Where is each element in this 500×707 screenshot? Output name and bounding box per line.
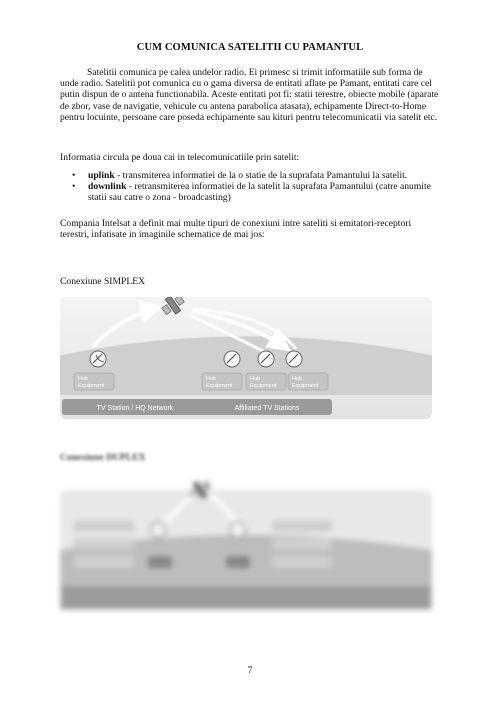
- network-label: TV Station / HQ Network: [96, 405, 174, 412]
- hub-label: Equipment: [78, 383, 105, 389]
- simplex-diagram: [60, 297, 432, 419]
- duplex-diagram: [60, 470, 432, 610]
- network-label: Affiliated TV Stations: [234, 405, 300, 412]
- satellite-dish-icon: [258, 351, 274, 367]
- paths-paragraph: Informatia circula pe doua cai in telecomunicatiile prin satelit:: [60, 152, 300, 163]
- hub-label: Equipment: [206, 383, 233, 389]
- hub-label: Hub: [206, 376, 217, 382]
- hub-equipment-box: [74, 373, 114, 390]
- hub-equipment-box: [288, 373, 328, 390]
- intelsat-paragraph: Compania Intelsat a definit mai multe tipuri de conexiuni intre sateliti si emitatori-receptori terestri, infatisate in imaginile schematice de mai jos:: [60, 218, 412, 241]
- hub-equipment-box: [202, 373, 242, 390]
- simplex-label: Conexiune SIMPLEX: [60, 276, 146, 287]
- satellite-dish-icon: [224, 351, 240, 367]
- hub-label: Hub: [250, 376, 261, 382]
- list-term: downlink: [88, 181, 127, 193]
- satellite-dish-icon: [286, 351, 302, 367]
- bullet-icon: •: [72, 181, 76, 193]
- intro-paragraph: Satelitii comunica pe calea undelor radio. Ei primesc si trimit informatiile sub forma de unde radio. Satelitii pot comunica cu o gama diversa de entitati aflate pe Pamant, entitati care cel putin dispun de o antena functionabila. Aceste entitati pot fi: statii terestre, obiecte mobile (aparate de zbor, vase de navigatie, vehicule cu antena parabolica atasata), echipamente Direct-to-Home pentru locuinte, persoane care poseda echipamente sau kituri pentru telecomunicatii via satelit etc.: [60, 67, 439, 123]
- hub-label: Hub: [78, 376, 89, 382]
- list-item: [60, 170, 440, 181]
- list-term: uplink: [88, 170, 115, 181]
- hub-label: Hub: [292, 376, 303, 382]
- hub-equipment-box: [246, 373, 286, 390]
- hub-label: Equipment: [250, 383, 277, 389]
- bullet-icon: •: [72, 170, 76, 181]
- link-list: [60, 170, 440, 204]
- hub-label: Equipment: [292, 383, 319, 389]
- duplex-label: Conexiune DUPLEX: [60, 452, 146, 463]
- page-number: 7: [247, 665, 253, 676]
- page-title: CUM COMUNICA SATELITII CU PAMANTUL: [136, 42, 364, 53]
- list-text: - retransmiterea informatiei de la satelit la suprafata Pamantului (catre anumite statii sau catre o zona - broadcasting): [88, 181, 431, 204]
- list-text: - transmiterea informatiei de la o statie de la suprafata Pamantului la satelit.: [114, 170, 408, 181]
- satellite-dish-icon: [90, 351, 106, 367]
- list-item: [60, 181, 440, 203]
